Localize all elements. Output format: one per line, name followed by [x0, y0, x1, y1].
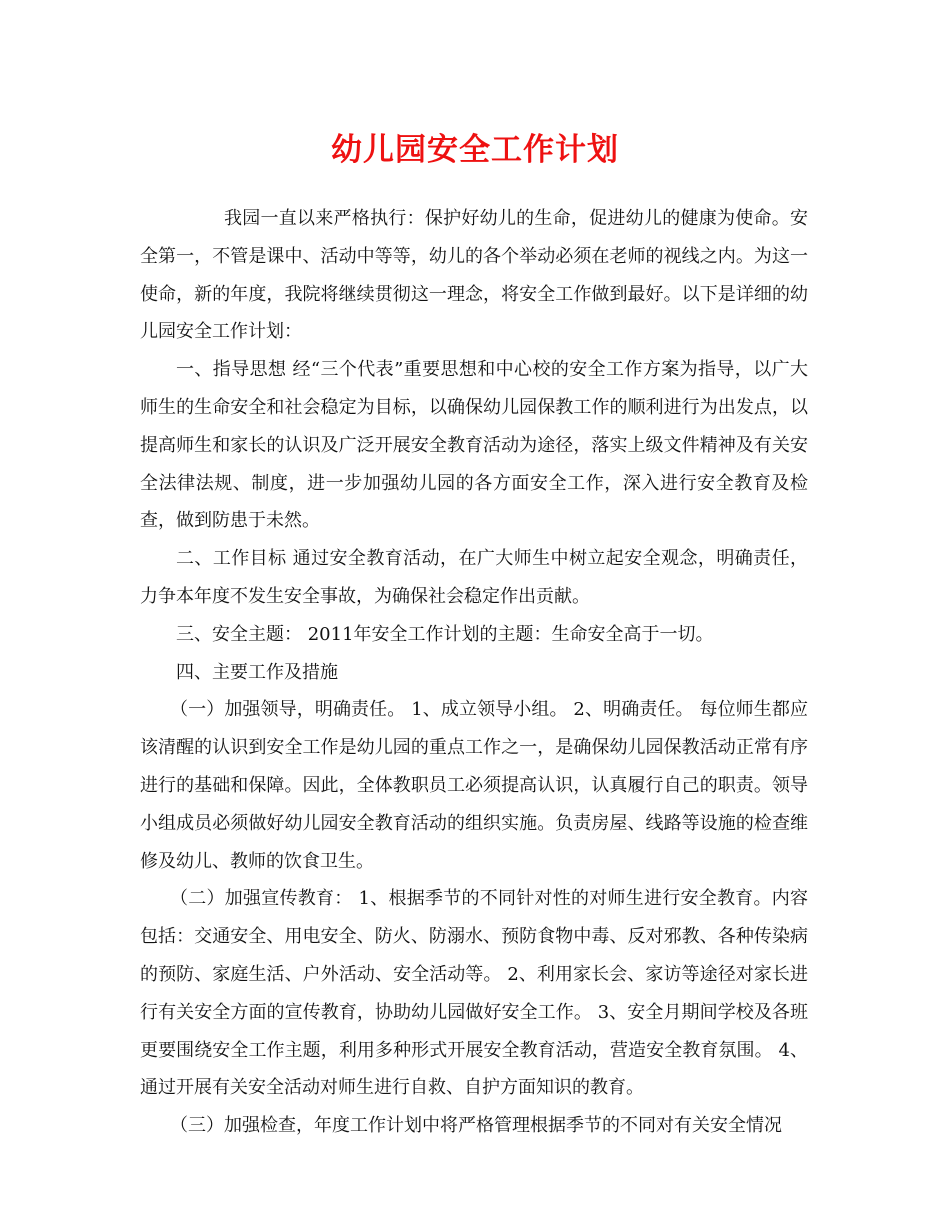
document-title: 幼儿园安全工作计划 [331, 132, 619, 168]
intro-paragraph: 我园一直以来严格执行：保护好幼儿的生命，促进幼儿的健康为使命。安全第一，不管是课中、活动中等等，幼儿的各个举动必须在老师的视线之内。为这一使命，新的年度，我院将继续贯彻这一理念，将安全工作做到最好。以下是详细的幼儿园安全工作计划： [140, 208, 808, 343]
section-main-work-heading: 四、主要工作及措施 [176, 661, 338, 683]
subsection-leadership: （一）加强领导，明确责任。 1、成立领导小组。 2、明确责任。 每位师生都应该清醒的认识到安全工作是幼儿园的重点工作之一，是确保幼儿园保教活动正常有序进行的基础和保障。因此，全体教职员工必须提高认识，认真履行自己的职责。领导小组成员必须做好幼儿园安全教育活动的组织实施。负责房屋、线路等设施的检查维修及幼儿、教师的饮食卫生。 [140, 699, 808, 872]
subsection-publicity-education: （二）加强宣传教育： 1、根据季节的不同针对性的对师生进行安全教育。内容包括：交通安全、用电安全、防火、防溺水、预防食物中毒、反对邪教、各种传染病的预防、家庭生活、户外活动、安全活动等。 2、利用家长会、家访等途径对家长进行有关安全方面的宣传教育，协助幼儿园做好安全工作。 3、安全月期间学校及各班更要围绕安全工作主题，利用多种形式开展安全教育活动，营造安全教育氛围。 4、通过开展有关安全活动对师生进行自救、自护方面知识的教育。 [140, 888, 808, 1099]
document-body [140, 200, 808, 1145]
subsection-inspection: （三）加强检查，年度工作计划中将严格管理根据季节的不同对有关安全情况 [170, 1115, 782, 1137]
section-safety-theme: 三、安全主题： 2011年安全工作计划的主题：生命安全高于一切。 [176, 623, 714, 645]
section-guiding-ideology: 一、指导思想 经“三个代表”重要思想和中心校的安全工作方案为指导，以广大师生的生命安全和社会稳定为目标，以确保幼儿园保教工作的顺利进行为出发点，以提高师生和家长的认识及广泛开展安全教育活动为途径，落实上级文件精神及有关安全法律法规、制度，进一步加强幼儿园的各方面安全工作，深入进行安全教育及检查，做到防患于未然。 [140, 359, 808, 532]
section-work-goals: 二、工作目标 通过安全教育活动，在广大师生中树立起安全观念，明确责任，力争本年度不发生安全事故，为确保社会稳定作出贡献。 [140, 548, 808, 607]
